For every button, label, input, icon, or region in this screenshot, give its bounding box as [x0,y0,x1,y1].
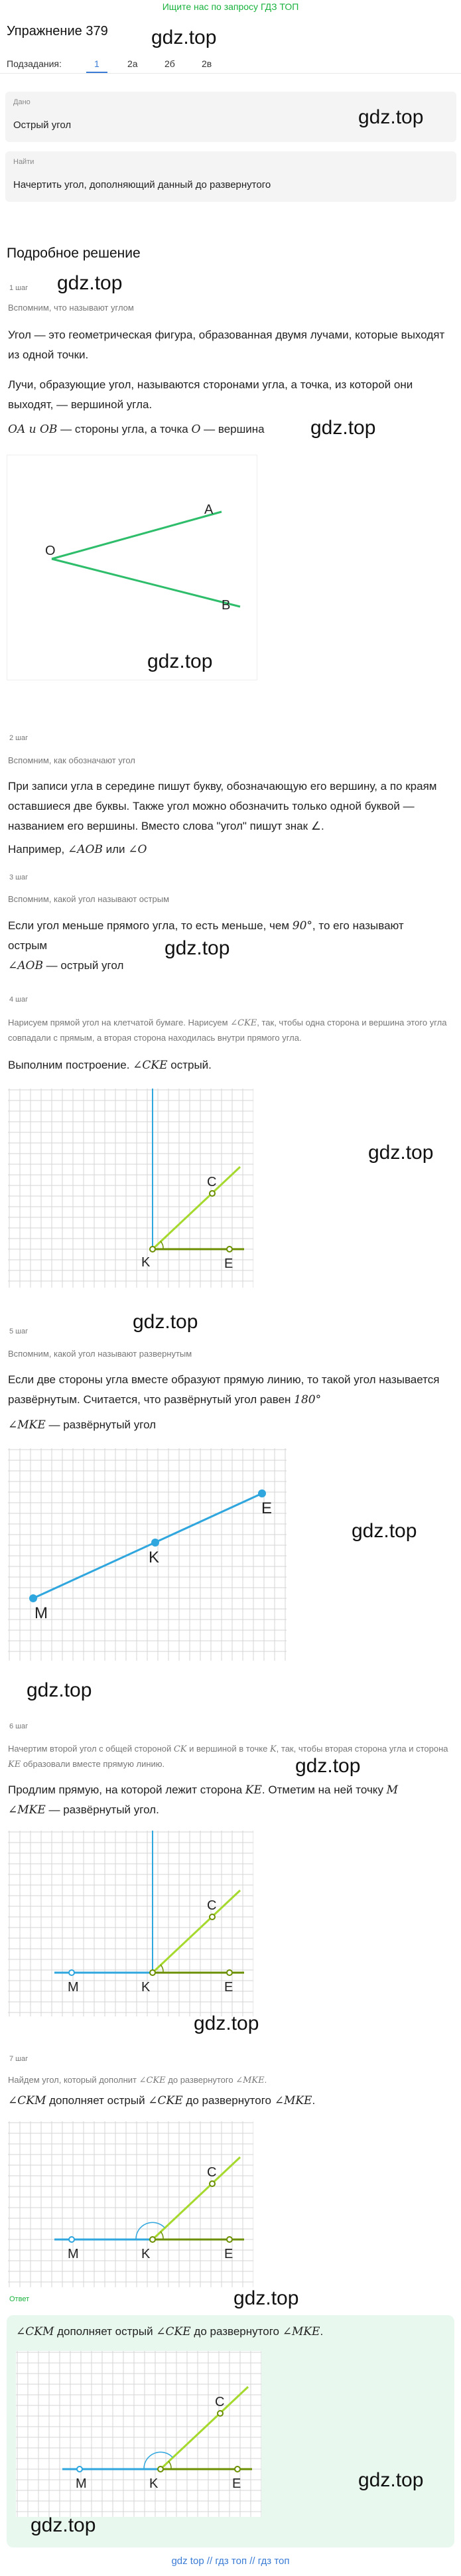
label-e: E [224,2247,233,2261]
text: Начертим второй угол с общей стороной [8,1744,174,1754]
angle-figure [7,455,257,680]
label-c: C [207,1898,217,1913]
grid [8,2121,253,2287]
text: и вершиной в точке [186,1744,270,1754]
math: ∠AOB [8,959,43,972]
step-label: 5 шаг [9,1327,29,1335]
watermark: gdz.top [358,2469,424,2491]
math: ∠MKE [274,2094,312,2107]
watermark: gdz.top [233,2287,299,2309]
watermark: gdz.top [151,27,217,48]
point-c [218,2411,223,2416]
step-sub: Вспомним, как обозначают угол [8,755,135,765]
text: Выполним построение. [8,1059,133,1071]
label-k: K [149,1549,160,1566]
step-label: 2 шаг [9,734,29,742]
math: ∠CKM [8,2094,46,2107]
label-c: C [215,2395,225,2409]
math: KE [245,1783,262,1797]
step-sub: Вспомним, какой угол называют острым [8,894,170,904]
point-k [158,2466,163,2472]
step-text [8,419,340,439]
grid [8,1448,287,1661]
point-m [69,1970,74,1975]
angle-arc [161,1241,163,1249]
watermark: gdz.top [295,1755,361,1777]
step-sub: Вспомним, какой угол называют развернутым [8,1349,192,1359]
point-a-label: A [204,502,214,517]
point-c [210,2181,215,2186]
step-text [8,1415,207,1435]
text: — острый угол [42,959,124,972]
label-m: M [68,2247,79,2261]
label-c: C [207,1175,217,1189]
find-box [5,151,456,202]
figure-frame [7,455,257,680]
label-k: K [141,2247,151,2261]
grid-figure-cke [8,1089,253,1288]
label-e: E [224,1980,233,1995]
grid [8,1831,253,2016]
math: ∠CKE [139,2076,166,2085]
text: . [320,2325,324,2338]
grid-figure-step7 [8,2121,253,2287]
grid-figure-step6 [8,1831,253,2016]
watermark: gdz.top [310,417,376,439]
point-e [227,1970,232,1975]
answer-label: Ответ [9,2295,30,2303]
text: острый. [167,1059,212,1071]
point-o-label: O [45,544,56,558]
step-sub [8,1742,452,1772]
watermark: gdz.top [368,1142,434,1164]
label-m: M [34,1604,48,1622]
math: ∠CKE [148,2094,183,2107]
point-k [150,1247,155,1252]
watermark: gdz.top [194,2012,259,2034]
math: ∠O [128,843,147,856]
given-label: Дано [13,98,31,106]
tab-2b[interactable]: 2б [165,58,175,69]
step-label: 4 шаг [9,996,29,1004]
label-e: E [232,2476,241,2491]
step-label: 1 шаг [9,284,29,292]
point-b-label: B [222,598,231,613]
step-text [8,2091,452,2111]
step-sub: Вспомним, что называют углом [8,303,134,313]
step-text: Угол — это геометрическая фигура, образованная двумя лучами, которые выходят из одной точки. [8,329,445,361]
text: . [264,2075,267,2085]
text: Если угол меньше прямого угла, то есть меньше, чем [8,919,293,932]
text: , то его называют острым [8,919,404,952]
text: — вершина [200,423,265,435]
point-c [210,1914,215,1920]
math: ∠CKE [156,2325,191,2338]
step-text [8,1055,340,1075]
math: OA и OB [8,423,58,436]
math: ∠MKE [8,1418,46,1432]
text: до развернутого [182,2094,275,2107]
watermark: gdz.top [133,1311,198,1333]
label-m: M [68,1980,79,1995]
math: ∠CKM [16,2325,54,2338]
point-c [210,1191,215,1196]
math: O [191,423,201,436]
text: — развёрнутый угол. [45,1803,159,1816]
page-title: Упражнение 379 [7,24,108,38]
point-e [227,2237,232,2242]
text: , так, чтобы вторая сторона угла и сторона [276,1744,448,1754]
answer-text [16,2322,440,2342]
math: ∠MKE [235,2076,265,2085]
answer-box [7,2315,454,2547]
text: . Отметим на ней точку [261,1783,387,1796]
text: — стороны угла, а точка [57,423,192,435]
promo-banner[interactable]: Ищите нас по запросу ГДЗ ТОП [162,1,299,12]
ray-kc [153,2157,240,2239]
label-e: E [224,1256,233,1271]
watermark: gdz.top [27,1679,92,1701]
text: Например, [8,843,68,856]
math: ∠MKE [282,2325,320,2338]
watermark: gdz.top [57,272,123,294]
find-text: Начертить угол, дополняющий данный до развернутого [13,179,271,190]
footer-links[interactable]: gdz top // гдз топ // гдз топ [171,2555,290,2567]
label-k: K [141,1980,151,1995]
step-label: 6 шаг [9,1722,29,1730]
tab-2a[interactable]: 2а [127,58,138,69]
text: или [102,843,129,856]
math: CK [173,1744,187,1754]
watermark: gdz.top [31,2514,96,2536]
step-text [8,840,340,860]
label-c: C [207,2165,217,2180]
figure-background [16,2351,261,2517]
watermark: gdz.top [352,1520,417,1542]
solution-title: Подробное решение [7,246,141,261]
watermark: gdz.top [358,106,424,128]
tab-2v[interactable]: 2в [202,58,212,69]
step-label: 3 шаг [9,873,29,881]
step-text: При записи угла в середине пишут букву, обозначающую его вершину, а по краям оставшиеся две буквы. Также угол можно обозначить только одной буквой — названием его вершины. Вместо слова "угол" пишут знак ∠. [8,780,437,832]
label-m: M [76,2476,87,2491]
point-e [227,1247,232,1252]
math: M [386,1783,399,1797]
text: Если две стороны угла вместе образуют прямую линию, то такой угол называется развёрнутым. Считается, что развёрнутый угол равен [8,1373,440,1406]
step-label: 7 шаг [9,2055,29,2063]
math: KE [8,1760,21,1770]
label-k: K [149,2476,159,2491]
step-text [8,1370,452,1410]
math: 180° [294,1393,322,1406]
step-text: Лучи, образующие угол, называются сторонами угла, а точка, из которой они выходят, — вершиной угла. [8,378,413,411]
find-label: Найти [13,158,34,166]
text: . [312,2094,316,2107]
math: K [269,1744,277,1754]
point-m [69,2237,74,2242]
step-text [8,1780,452,1800]
text: Нарисуем прямой угол на клетчатой бумаге. Нарисуем [8,1018,231,1027]
grid-figure-answer [16,2351,261,2517]
watermark: gdz.top [165,937,230,959]
tabs-divider [0,73,461,74]
math: 90° [292,919,312,933]
point-k [150,1970,155,1975]
given-text: Острый угол [13,119,72,131]
text: до развернутого [165,2075,236,2085]
angle-arc-cke [161,2232,163,2239]
text: Продлим прямую, на которой лежит сторона [8,1783,245,1796]
math: ∠MKE [8,1803,46,1817]
text: — развёрнутый угол [45,1418,157,1431]
point-e [235,2466,240,2472]
point-m [29,1594,37,1602]
text: Найдем угол, который дополнит [8,2075,139,2085]
step-sub [8,2075,452,2085]
math: ∠AOB [67,843,103,856]
text: дополняет острый [54,2325,157,2338]
angle-arc [161,1965,163,1973]
watermark: gdz.top [147,650,213,672]
step-sub [8,1016,452,1045]
point-e [258,1489,266,1497]
text: , так, чтобы одна сторона и вершина этого угла совпадали с прямым, а вторая сторона находилась внутри прямого угла. [8,1018,447,1043]
grid-figure-mke [8,1448,287,1661]
point-k [151,1539,159,1547]
math: ∠CKE [133,1059,168,1072]
label-k: K [141,1255,151,1270]
ray-kc [153,1167,240,1249]
label-e: E [261,1499,273,1517]
subtasks-label: Подзадания: [7,58,62,69]
text: дополняет острый [46,2094,149,2107]
text: образовали вместе прямую линию. [21,1759,165,1769]
ray-kc [153,1890,240,1973]
step-text [8,1800,273,1820]
math: ∠CKE [230,1018,257,1028]
text: до развернутого [190,2325,283,2338]
point-m [77,2466,82,2472]
point-k [150,2237,155,2242]
tab-1[interactable]: 1 [86,56,107,73]
